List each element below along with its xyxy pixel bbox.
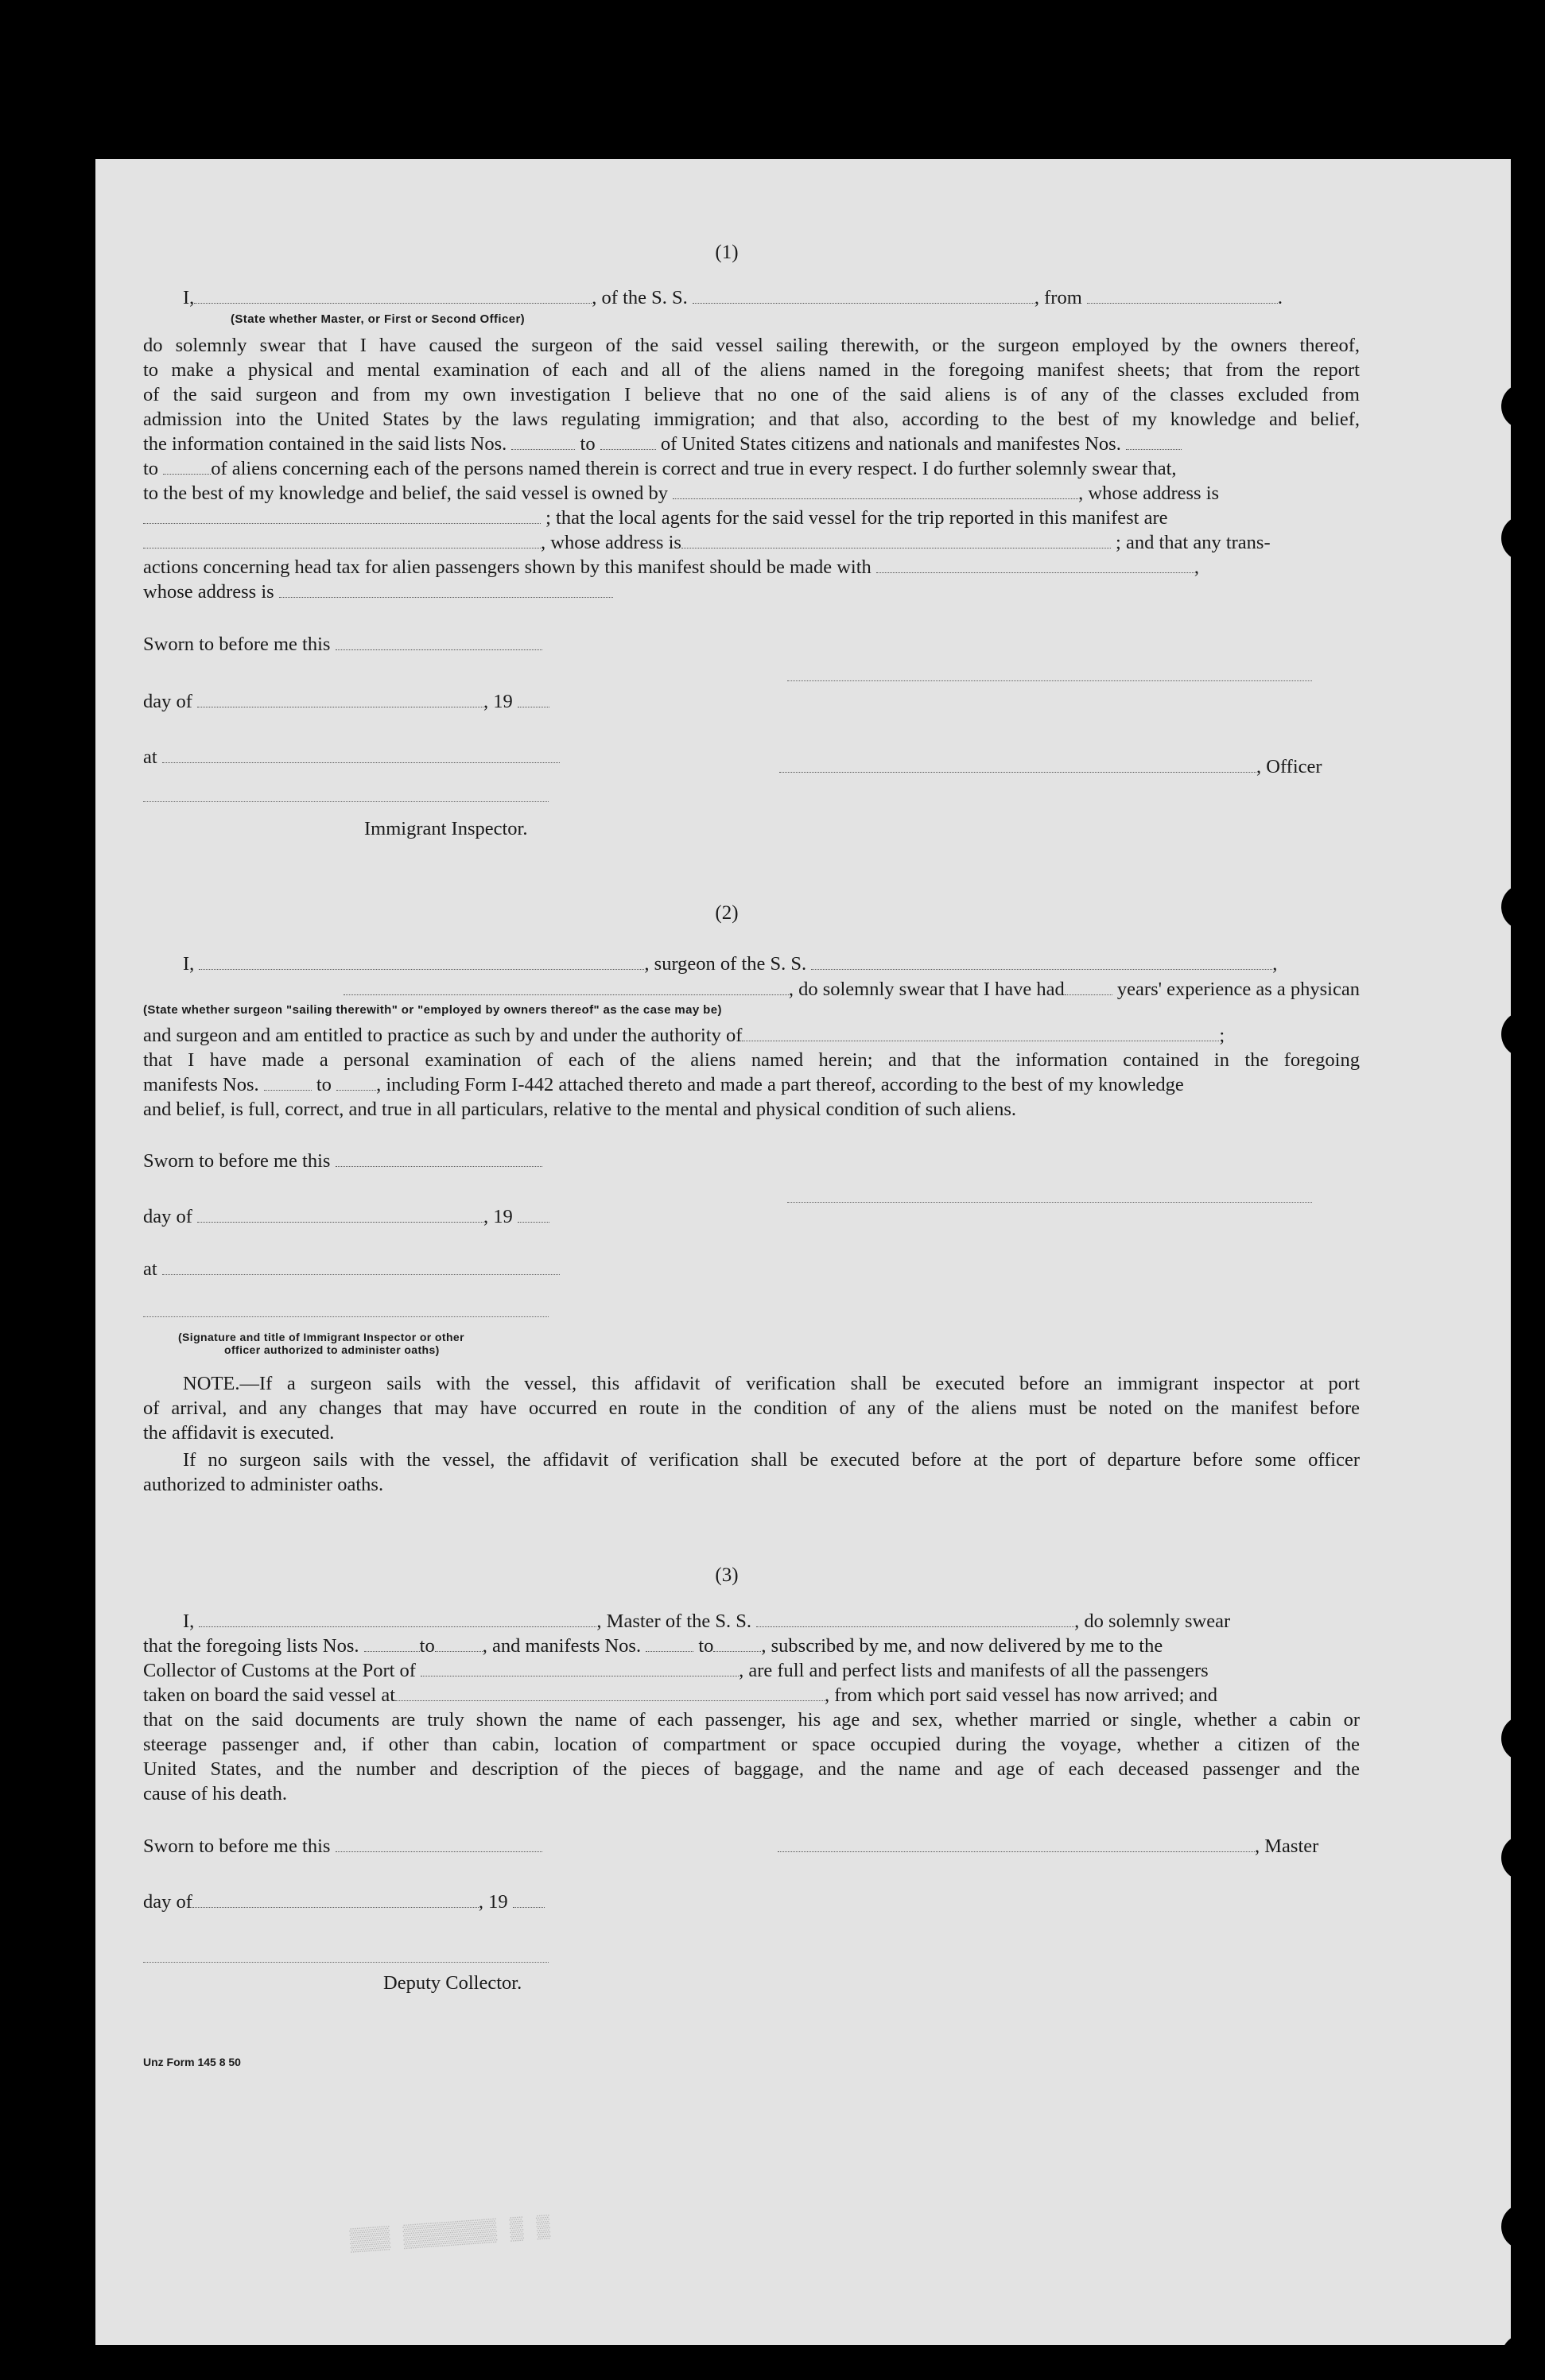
section-3-para-line: steerage passenger and, if other than cabin, location of compartment or space occupied during the voyage, whether a citizen of the xyxy=(143,1734,1360,1755)
signature-note-2: officer authorized to administer oaths) xyxy=(224,1343,440,1356)
section-2-para-line: manifests Nos. to , including Form I-442 attached thereto and made a part thereof, according to the best of my knowledge xyxy=(143,1074,1184,1095)
signature-line xyxy=(143,1316,549,1317)
section-2-para-line: and surgeon and am entitled to practice as such by and under the authority of ; xyxy=(143,1025,1225,1046)
section-1-para-line: actions concerning head tax for alien passengers shown by this manifest should be made with , xyxy=(143,556,1200,578)
section-2-line-2: , do solemnly swear that I have had years' experience as a physican xyxy=(143,978,1360,1002)
punch-hole xyxy=(1501,515,1545,561)
punch-hole xyxy=(1501,383,1545,429)
section-3-para-line: United States, and the number and description of the pieces of baggage, and the name and age of each deceased passenger and the xyxy=(143,1758,1360,1780)
at-line: at xyxy=(143,1258,560,1281)
section-3-number: (3) xyxy=(715,1564,739,1586)
sworn-line: Sworn to before me this xyxy=(143,1149,542,1173)
signature-line xyxy=(787,680,1312,681)
section-1-para-line: to of aliens concerning each of the persons named therein is correct and true in every respect. I do further solemnly swear that, xyxy=(143,458,1177,479)
day-of-line: day of , 19 xyxy=(143,1205,549,1229)
section-3-para-line: that the foregoing lists Nos. to , and manifests Nos. to , subscribed by me, and now delivered by me to the xyxy=(143,1635,1163,1657)
signature-note-1: (Signature and title of Immigrant Inspector or other xyxy=(178,1331,464,1343)
sworn-line: Sworn to before me this xyxy=(143,633,542,657)
note-line: NOTE.—If a surgeon sails with the vessel, this affidavit of verification shall be executed before an immigrant inspector at port xyxy=(183,1373,1360,1394)
section-3-para-line: cause of his death. xyxy=(143,1783,287,1804)
section-1-para-line: ; that the local agents for the said vessel for the trip reported in this manifest are xyxy=(143,506,1360,530)
section-1-para-line: to the best of my knowledge and belief, the said vessel is owned by , whose address is xyxy=(143,483,1220,504)
section-1-para-line: whose address is xyxy=(143,580,613,604)
officer-note: (State whether Master, or First or Second Officer) xyxy=(231,312,526,326)
punch-hole xyxy=(1501,2334,1545,2380)
note-line: the affidavit is executed. xyxy=(143,1422,335,1444)
punch-hole xyxy=(1541,1350,1545,1385)
manifest-form-page xyxy=(95,159,1511,2345)
at-line: at xyxy=(143,746,560,769)
officer-signature-line: , Officer xyxy=(779,755,1322,779)
form-number: Unz Form 145 8 50 xyxy=(143,2056,241,2068)
day-of-line: day of , 19 xyxy=(143,690,549,714)
signature-line xyxy=(143,801,549,802)
immigrant-inspector-label: Immigrant Inspector. xyxy=(364,818,528,839)
punch-hole xyxy=(1501,1011,1545,1057)
section-2-para-line: and belief, is full, correct, and true in all particulars, relative to the mental and physical condition of such aliens. xyxy=(143,1099,1017,1120)
section-3-para-line: Collector of Customs at the Port of , are full and perfect lists and manifests of all the passengers xyxy=(143,1660,1209,1681)
deputy-collector-label: Deputy Collector. xyxy=(383,1972,522,1994)
note-line: of arrival, and any changes that may have occurred en route in the condition of any of the aliens must be noted on the manifest before xyxy=(143,1397,1360,1419)
section-1-para-line: the information contained in the said lists Nos. to of United States citizens and nationals and manifestes Nos. xyxy=(143,432,1360,456)
bleed-through-stamp: ▒▒▒ ▒▒▒▒▒▒▒ ▒ ▒ xyxy=(349,2215,551,2254)
section-1-para-line: admission into the United States by the laws regulating immigration; and that also, according to the best of my knowledge and belief, xyxy=(143,409,1360,430)
signature-line xyxy=(787,1202,1312,1203)
section-2-number: (2) xyxy=(715,902,739,924)
note-line: If no surgeon sails with the vessel, the affidavit of verification shall be executed before at the port of departure before some officer xyxy=(183,1449,1360,1471)
sworn-line: Sworn to before me this xyxy=(143,1835,542,1859)
section-1-para-line: do solemnly swear that I have caused the surgeon of the said vessel sailing therewith, or the surgeon employed by the owners thereof, xyxy=(143,335,1360,356)
section-3-para-line: that on the said documents are truly shown the name of each passenger, his age and sex, whether married or single, whether a cabin or xyxy=(143,1709,1360,1731)
day-of-line: day of , 19 xyxy=(143,1890,545,1914)
section-1-para-line: of the said surgeon and from my own investigation I believe that no one of the said aliens is of any of the classes excluded from xyxy=(143,384,1360,405)
surgeon-note: (State whether surgeon "sailing therewith" or "employed by owners thereof" as the case may be) xyxy=(143,1003,722,1017)
signature-line xyxy=(143,1962,549,1963)
section-1-para-line: to make a physical and mental examination of each and all of the aliens named in the foregoing manifest sheets; that from the report xyxy=(143,359,1360,381)
master-signature-line: , Master xyxy=(778,1835,1318,1859)
section-1-para-line: , whose address is ; and that any trans- xyxy=(143,531,1360,555)
section-2-para-line: that I have made a personal examination of each of the aliens named herein; and that the information contained in the foregoing xyxy=(143,1049,1360,1071)
punch-hole xyxy=(1501,884,1545,930)
note-line: authorized to administer oaths. xyxy=(143,1474,384,1495)
section-3-para-line: taken on board the said vessel at , from which port said vessel has now arrived; and xyxy=(143,1684,1218,1706)
section-3-line-1: I, , Master of the S. S. , do solemnly swear xyxy=(183,1611,1231,1632)
section-1-line-1: I, , of the S. S. , from . xyxy=(183,287,1283,308)
punch-hole xyxy=(1501,2204,1545,2250)
punch-hole xyxy=(1501,1715,1545,1762)
punch-hole xyxy=(1501,1835,1545,1881)
section-2-line-1: I, , surgeon of the S. S. , xyxy=(183,953,1278,975)
section-1-number: (1) xyxy=(715,242,739,263)
